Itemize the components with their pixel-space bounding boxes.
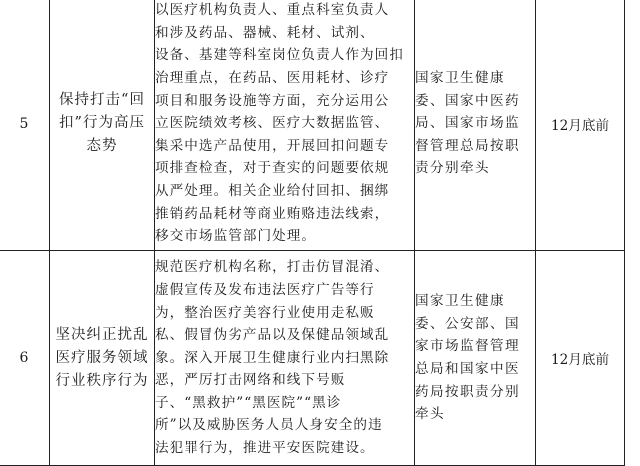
lead-line: 委、国家中医药	[415, 92, 520, 109]
task-line: 行业秩序行为	[55, 372, 149, 389]
task-cell	[50, 251, 155, 466]
measure-line: 和涉及药品、器械、耗材、试剂、	[155, 24, 375, 41]
lead-line: 家市场监督管理	[415, 338, 520, 355]
table-row	[0, 251, 625, 466]
measure-line: 从严处理。相关企业给付回扣、捆绑	[155, 182, 390, 199]
measure-line: 集采中选产品使用，开展回扣问题专	[155, 137, 390, 154]
task-line: 医疗服务领域	[55, 349, 149, 366]
row-number: 6	[0, 251, 50, 466]
measure-line: 立医院绩效考核、医疗大数据监管、	[155, 115, 390, 132]
lead-department-cell	[415, 251, 536, 466]
measure-line: 私、假冒伪劣产品以及保健品领域乱	[155, 327, 390, 344]
lead-line: 药局按职责分别	[415, 383, 520, 400]
row-number: 5	[0, 0, 50, 251]
lead-line: 委、公安部、国	[415, 315, 520, 332]
measure-line: 以医疗机构负责人、重点科室负责人	[155, 2, 390, 19]
measure-cell	[155, 0, 415, 251]
task-line: 坚决纠正扰乱	[55, 326, 149, 343]
measure-cell	[155, 251, 415, 466]
lead-line: 督管理总局按职	[415, 137, 520, 154]
measure-line: 象。深入开展卫生健康行业内扫黑除	[155, 349, 390, 366]
measure-line: 设备、基建等科室岗位负责人作为回扣	[155, 47, 404, 64]
task-cell	[50, 0, 155, 251]
deadline-cell: 12月底前	[536, 0, 625, 251]
measure-line: 规范医疗机构名称，打击仿冒混淆、	[155, 259, 390, 276]
measure-line: 子、“黑救护”“黑医院”“黑诊	[155, 394, 342, 411]
lead-department-cell	[415, 0, 536, 251]
lead-line: 责分别牵头	[415, 160, 490, 177]
lead-line: 局、国家市场监	[415, 115, 520, 132]
task-line: 态势	[86, 138, 118, 154]
measure-line: 恶，严厉打击网络和线下号贩	[155, 372, 346, 389]
task-line: 保持打击“回	[59, 92, 145, 108]
task-line: 扣”行为高压	[59, 115, 145, 131]
measure-line: 项目和服务设施等方面，充分运用公	[155, 92, 390, 109]
deadline-cell: 12月底前	[536, 251, 625, 466]
measure-line: 为，整治医疗美容行业使用走私贩	[155, 304, 375, 321]
lead-line: 国家卫生健康	[415, 293, 505, 310]
measure-line: 项排查检查，对于查实的问题要依规	[155, 160, 390, 177]
measure-line: 推销药品耗材等商业贿赂违法线索，	[155, 205, 390, 222]
lead-line: 总局和国家中医	[415, 361, 520, 377]
measure-line: 所”以及威胁医务人员人身安全的违	[155, 417, 383, 434]
lead-line: 牵头	[415, 406, 445, 423]
measure-line: 法犯罪行为，推进平安医院建设。	[155, 440, 375, 457]
lead-line: 国家卫生健康	[415, 70, 505, 87]
measure-line: 虚假宣传及发布违法医疗广告等行	[155, 281, 375, 298]
measure-line: 治理重点，在药品、医用耗材、诊疗	[155, 70, 390, 87]
measure-line: 移交市场监管部门处理。	[155, 228, 317, 245]
